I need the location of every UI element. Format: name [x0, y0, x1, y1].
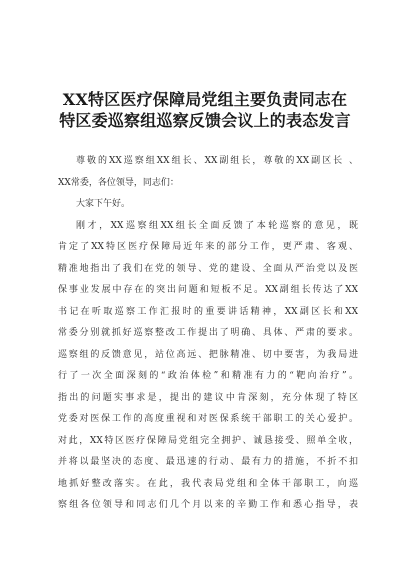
document-title-line-2: 特区委巡察组巡察反馈会议上的表态发言 — [59, 111, 351, 130]
body-line: 肯定了XX特区医疗保障局近年来的部分工作，更严肃、客观、 — [58, 242, 358, 252]
body-line: 尊敬的XX巡察组XX组长、XX副组长，尊敬的XX副区长 、 — [76, 156, 358, 166]
body-line: 指出的问题实事求是，提出的建议中肯深刻，充分体现了特区 — [58, 392, 358, 403]
body-line: 保事业发展中存在的突出问题和短板不足。XX副组长传达了XX — [58, 285, 358, 295]
document-title-line-1: XX特区医疗保障局党组主要负责同志在 — [62, 90, 348, 109]
body-line: 巡察组的反馈意见，站位高远、把脉精准、切中要害，为我局进 — [58, 349, 358, 360]
body-line: 党委对医保工作的高度重视和对医保系统干部职工的关心爱护。 — [58, 414, 358, 424]
body-line: 书记在听取巡察工作汇报时的重要讲话精神，XX副区长和XX — [58, 306, 358, 317]
body-line: 精准地指出了我们在党的领导、党的建设、全面从严治党以及医 — [58, 263, 358, 274]
document-body — [58, 151, 358, 517]
body-line: 常委分别就抓好巡察整改工作提出了明确、具体、严肃的要求。 — [58, 328, 358, 338]
body-line: 大家下午好。 — [76, 199, 131, 209]
body-line: 地抓好整改落实。在此，我代表局党组和全体干部职工，向巡 — [58, 478, 358, 489]
body-line: XX常委，各位领导，同志们： — [58, 177, 179, 188]
body-line: 对此，XX特区医疗保障局党组完全拥护、诚恳接受、照单全收， — [58, 435, 358, 446]
body-line: 刚才，XX巡察组XX组长全面反馈了本轮巡察的意见，既 — [76, 220, 358, 231]
body-line: 行了一次全面深刻的“政治体检”和精准有力的“靶向治疗”。 — [58, 371, 358, 381]
body-line: 并将以最坚决的态度、最迅速的行动、最有力的措施，不折不扣 — [58, 457, 358, 467]
body-line: 察组各位领导和同志们几个月以来的辛勤工作和悉心指导，表 — [58, 500, 358, 510]
